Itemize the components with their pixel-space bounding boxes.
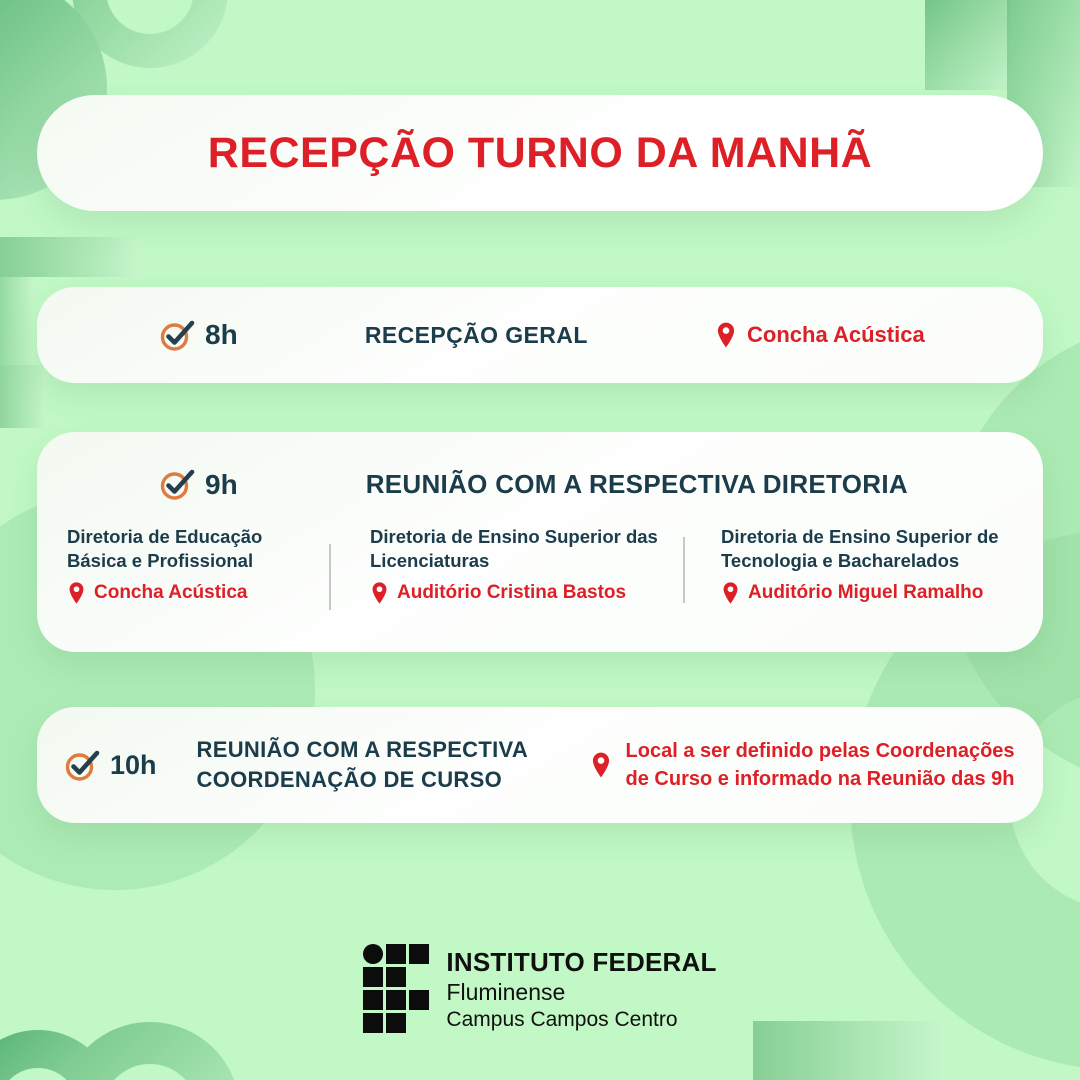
directorate-location <box>370 581 683 605</box>
map-pin-icon <box>721 581 740 605</box>
location-label: Concha Acústica <box>747 322 925 347</box>
event-card-8h <box>37 287 1043 383</box>
institution-branch: Fluminense <box>446 978 566 1005</box>
time-10h <box>65 749 157 782</box>
directorate-column <box>37 525 330 605</box>
time-8h <box>160 319 238 352</box>
if-logo-mark <box>363 940 429 1033</box>
event-title: REUNIÃO COM A RESPECTIVA COORDENAÇÃO DE CURSO <box>196 736 528 792</box>
footer <box>0 940 1080 1033</box>
time-9h <box>160 468 238 501</box>
map-pin-icon <box>67 581 86 605</box>
directorate-name: Diretoria de Ensino Superior de Tecnologia e Bacharelados <box>721 526 999 571</box>
directorate-name: Diretoria de Ensino Superior das Licenciaturas <box>370 526 658 571</box>
directorate-name: Diretoria de Educação Básica e Profissional <box>67 526 263 571</box>
poster-title: RECEPÇÃO TURNO DA MANHÃ <box>207 128 873 177</box>
event-location <box>715 321 1043 349</box>
column-divider <box>329 544 331 610</box>
map-pin-icon <box>590 751 612 779</box>
event-card-9h <box>37 432 1043 652</box>
directorate-location <box>721 581 1043 605</box>
campus-name: Campus Campos Centro <box>446 1007 678 1031</box>
location-label: Concha Acústica <box>94 582 248 604</box>
directorate-location <box>67 581 330 605</box>
check-circle-icon <box>65 749 101 782</box>
map-pin-icon <box>370 581 389 605</box>
column-divider <box>683 537 685 603</box>
if-logo <box>363 940 716 1033</box>
time-label: 9h <box>205 468 238 500</box>
check-circle-icon <box>160 468 196 501</box>
event-title: REUNIÃO COM A RESPECTIVA DIRETORIA <box>365 469 908 499</box>
check-circle-icon <box>160 319 196 352</box>
time-label: 8h <box>205 319 238 350</box>
time-label: 10h <box>110 749 157 780</box>
location-label: Auditório Miguel Ramalho <box>748 582 984 604</box>
location-label: Local a ser definido pelas Coordenações de Curso e informado na Reunião das 9h <box>625 740 1015 790</box>
poster-title-card <box>37 95 1043 211</box>
directorate-column <box>683 525 1043 605</box>
institution-name: INSTITUTO FEDERAL <box>446 947 717 977</box>
event-title: RECEPÇÃO GERAL <box>364 321 588 348</box>
directorate-column <box>330 525 683 605</box>
event-location <box>590 737 1030 793</box>
event-card-10h <box>37 707 1043 823</box>
map-pin-icon <box>715 321 737 349</box>
location-label: Auditório Cristina Bastos <box>397 582 627 604</box>
